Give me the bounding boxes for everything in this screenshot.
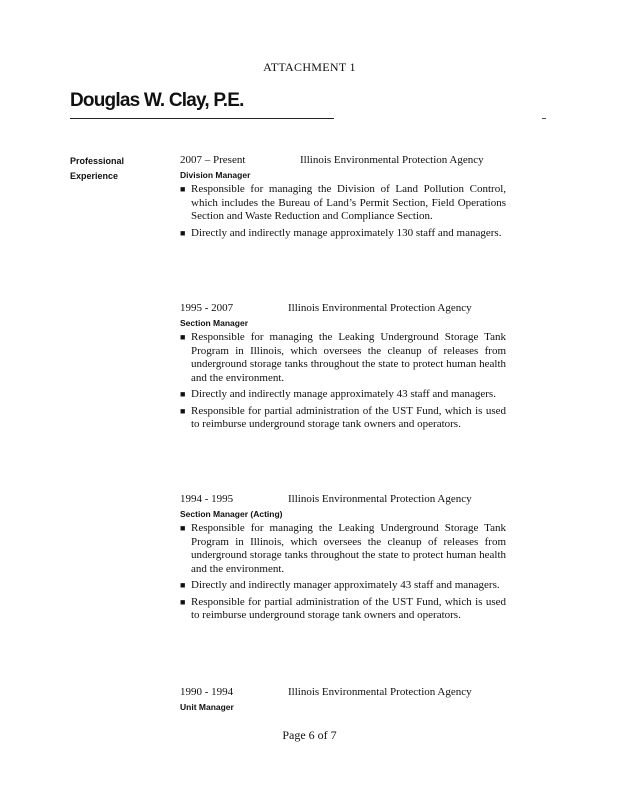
job-dates: 1995 - 2007 [180,302,234,314]
bullet-icon: ■ [180,580,186,590]
job-bullet: ■ Responsible for partial administration of the UST Fund, which is used to reimburse underground storage tank owners and operators. [180,595,506,621]
job-bullet: ■ Responsible for managing the Division of Land Pollution Control, which includes the Bureau of Land’s Permit Section, Field Operations Section and Waste Reduction and Compliance Section. [180,183,506,222]
job-title: Section Manager (Acting) [180,509,283,519]
job-title: Unit Manager [180,702,234,712]
bullet-icon: ■ [180,405,186,416]
job-dates: 1990 - 1994 [180,686,234,698]
job-bullet-list [180,331,506,432]
bullet-icon: ■ [180,523,186,533]
job-organization: Illinois Environmental Protection Agency [288,686,472,698]
job-bullet: ■ Responsible for managing the Leaking Underground Storage Tank Program in Illinois, which oversees the cleanup of releases from underground storage tanks throughout the state to protect human health and the environment. [180,522,506,575]
section-label-line-2: Experience [70,171,119,181]
job-organization: Illinois Environmental Protection Agency [288,302,472,314]
job-organization: Illinois Environmental Protection Agency [300,154,484,166]
section-label [70,154,124,184]
job-entry [180,685,506,714]
page-number: Page 6 of 7 [282,728,337,742]
bullet-icon: ■ [180,596,186,607]
job-dates: 2007 – Present [180,154,246,166]
name-underline [70,118,334,119]
job-entry [180,492,506,626]
job-header [180,301,506,316]
bullet-icon: ■ [180,227,186,238]
job-bullet: ■ Responsible for managing the Leaking Underground Storage Tank Program in Illinois, which oversees the cleanup of releases from underground storage tanks throughout the state to protect human health and the environment. [180,331,506,384]
job-title: Section Manager [180,318,249,328]
job-bullet-list [180,183,506,240]
job-organization: Illinois Environmental Protection Agency [288,493,472,505]
job-entry [180,301,506,435]
job-header [180,492,506,507]
bullet-icon: ■ [180,184,186,194]
job-header [180,153,506,168]
scan-mark [542,118,546,119]
job-bullet: ■ Directly and indirectly manage approximately 130 staff and managers. [180,226,502,239]
resume-name: Douglas W. Clay, P.E. [70,90,244,111]
section-label-line-1: Professional [70,156,125,166]
attachment-label: ATTACHMENT 1 [263,60,356,74]
bullet-icon: ■ [180,332,186,342]
job-bullet: ■ Directly and indirectly manager approximately 43 staff and managers. [180,579,500,591]
job-bullet: ■ Responsible for partial administration of the UST Fund, which is used to reimburse underground storage tank owners and operators. [180,404,506,430]
job-entry [180,153,506,243]
job-header [180,685,506,700]
job-title: Division Manager [180,170,251,180]
job-bullet: ■ Directly and indirectly manage approximately 43 staff and managers. [180,388,496,400]
bullet-icon: ■ [180,389,186,399]
job-bullet-list [180,522,506,623]
job-dates: 1994 - 1995 [180,493,234,505]
